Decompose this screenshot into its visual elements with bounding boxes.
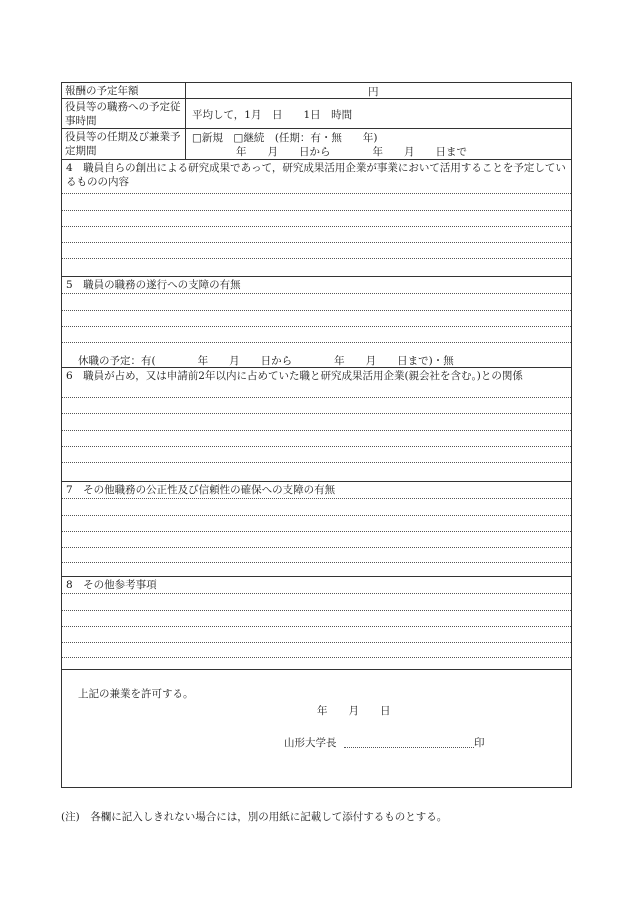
- term-new-continue: □新規 □継続 (任期：有・無 年): [192, 132, 378, 144]
- term-field[interactable]: [186, 129, 571, 159]
- duty-hours-label: 役員等の職務への予定従事時間: [62, 99, 186, 128]
- footnote: (注) 各欄に記入しきれない場合には，別の用紙に記載して添付するものとする。: [61, 811, 448, 823]
- section-7: [62, 482, 571, 577]
- salary-field[interactable]: [186, 83, 571, 98]
- section-5: [62, 277, 571, 368]
- salary-row: [62, 83, 571, 99]
- section-8-title: 8 その他参考事項: [66, 579, 157, 591]
- approval-statement: 上記の兼業を許可する。: [78, 688, 194, 700]
- duty-hours-row: [62, 99, 571, 129]
- section-6: [62, 368, 571, 482]
- application-form: [61, 82, 572, 788]
- signer-title: 山形大学長: [284, 737, 337, 749]
- approval-section: [62, 670, 571, 787]
- term-period: 年 月 日から 年 月 日まで: [236, 146, 467, 158]
- signature-line[interactable]: [344, 747, 474, 748]
- approval-date[interactable]: 年 月 日: [317, 705, 391, 717]
- term-label: 役員等の任期及び兼業予定期間: [62, 129, 186, 159]
- section-6-title: 6 職員が占め，又は申請前2年以内に占めていた職と研究成果活用企業(親会社を含む。)との関係: [66, 370, 523, 382]
- section-7-title: 7 その他職務の公正性及び信頼性の確保への支障の有無: [66, 484, 336, 496]
- term-row: [62, 129, 571, 160]
- duty-hours-text: 平均して，1月 日 1日 時間: [192, 109, 353, 121]
- salary-label: 報酬の予定年額: [62, 83, 186, 98]
- yen-unit: 円: [368, 86, 379, 98]
- section-4-title: 4 職員自らの創出による研究成果であって，研究成果活用企業が事業において活用することを予定しているものの内容: [66, 162, 566, 188]
- section-5-title: 5 職員の職務の遂行への支障の有無: [66, 279, 241, 291]
- duty-hours-field[interactable]: [186, 99, 571, 128]
- section-4: [62, 160, 571, 277]
- section-8: [62, 577, 571, 670]
- seal-mark: 印: [474, 737, 485, 749]
- leave-plan: 休職の予定：有( 年 月 日から 年 月 日まで)・無: [78, 355, 454, 367]
